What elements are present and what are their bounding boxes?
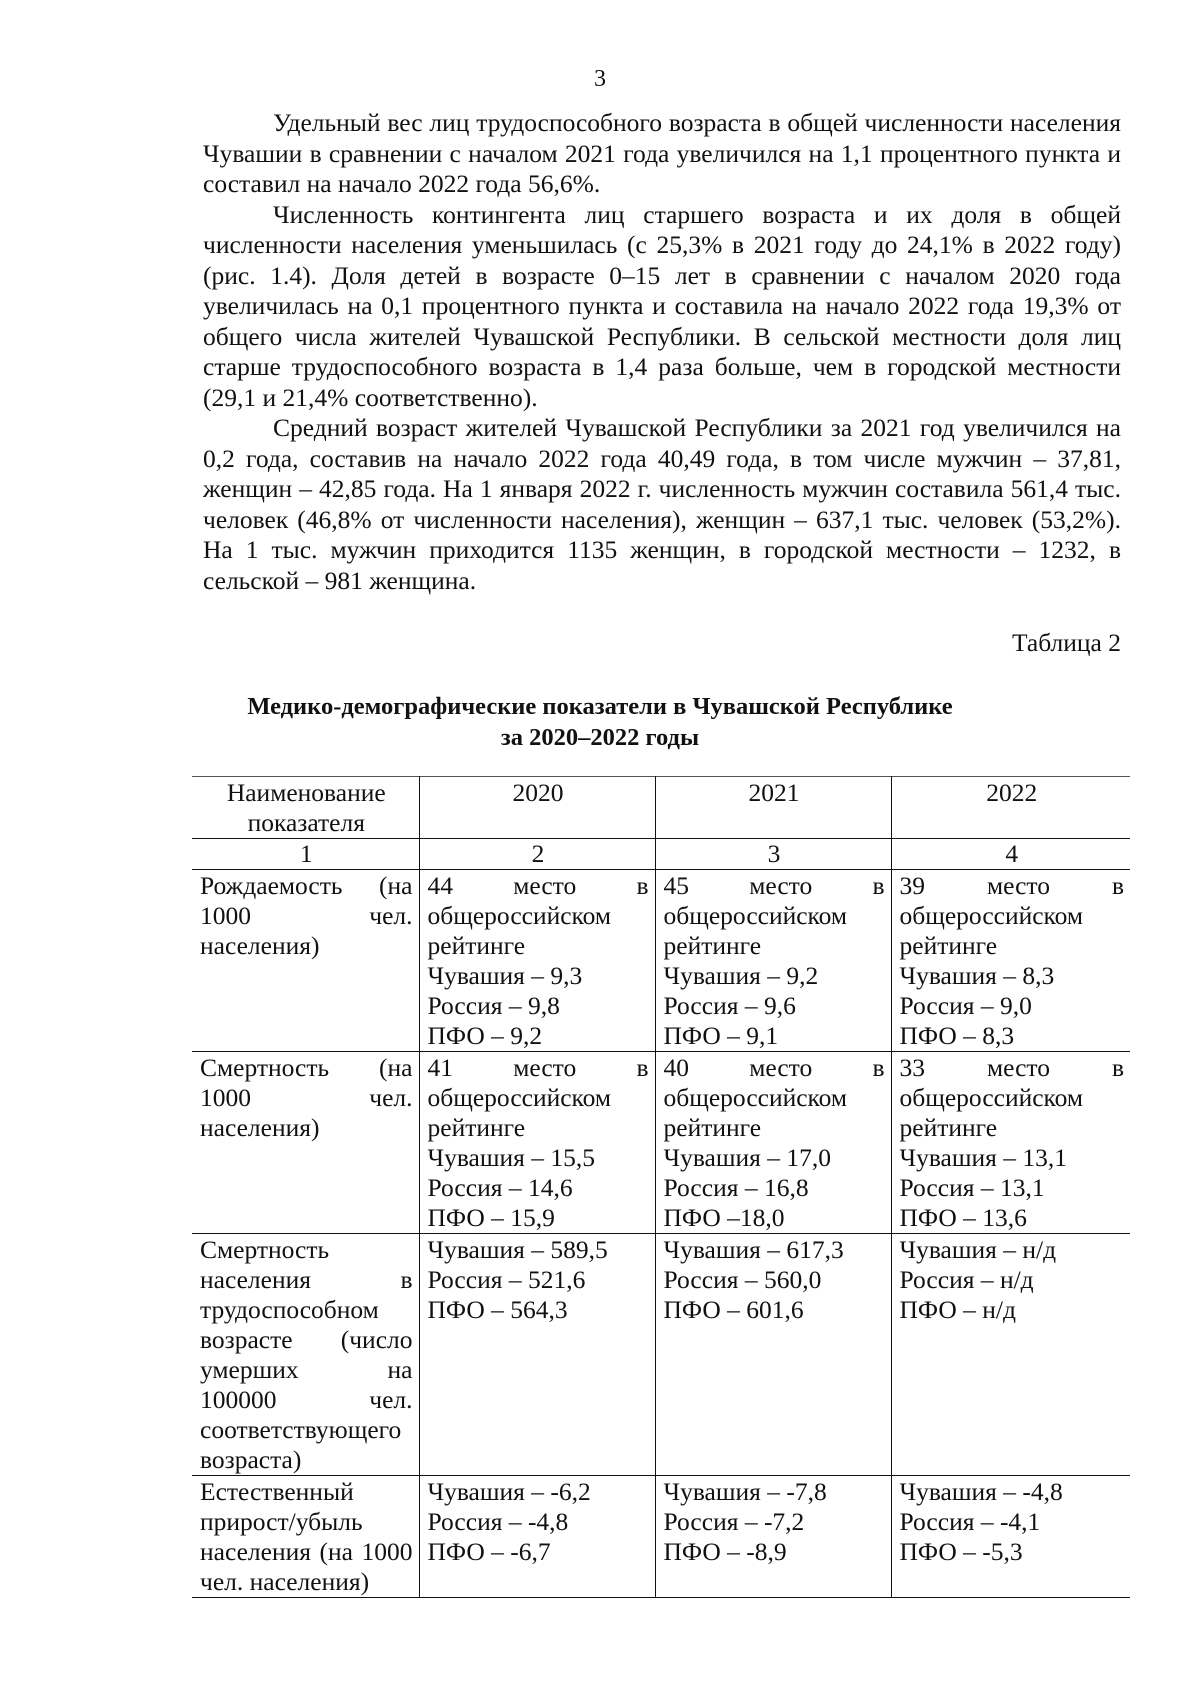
table-label: Таблица 2	[1011, 628, 1121, 657]
page-number: 3	[594, 66, 606, 92]
value-line: Чувашия – 589,5	[427, 1235, 608, 1264]
value-line: ПФО – 15,9	[427, 1203, 555, 1232]
table-row	[192, 1052, 1130, 1234]
table-title	[0, 691, 1200, 753]
value-line: ПФО – н/д	[899, 1295, 1016, 1324]
table-cell	[655, 1476, 891, 1598]
table-cell	[419, 1234, 655, 1476]
value-line: Чувашия – 9,3	[427, 961, 583, 990]
value-line: Чувашия – -6,2	[427, 1477, 591, 1506]
value-line: ПФО – 8,3	[899, 1021, 1015, 1050]
table-title-line: за 2020–2022 годы	[500, 724, 700, 751]
table-cell	[419, 870, 655, 1052]
value-line: Чувашия – 617,3	[663, 1235, 844, 1264]
table-cell	[891, 1052, 1130, 1234]
rank-text: 33 место в общероссийском рейтинге	[899, 1053, 1124, 1142]
column-number: 4	[891, 839, 1130, 870]
table-row	[192, 1476, 1130, 1598]
paragraph: Удельный вес лиц трудоспособного возраста в общей численности населения Чувашии в сравнении с началом 2021 года увеличился на 1,1 процентного пункта и составил на начало 2022 года 56,6%.	[203, 108, 1121, 198]
value-line: Россия – 9,8	[427, 991, 560, 1020]
value-line: Россия – н/д	[899, 1265, 1034, 1294]
value-line: Чувашия – -4,8	[899, 1477, 1063, 1506]
header-cell: 2022	[891, 777, 1130, 839]
table-cell	[419, 1052, 655, 1234]
value-line: ПФО –18,0	[663, 1203, 785, 1232]
header-cell: Наименование показателя	[192, 777, 419, 839]
paragraph: Численность контингента лиц старшего возраста и их доля в общей численности населения уменьшилась (с 25,3% в 2021 году до 24,1% в 2022 году) (рис. 1.4). Доля детей в возрасте 0–15 лет в сравнении с началом 2020 года увеличилась на 0,1 процентного пункта и составила на начало 2022 года 19,3% от общего числа жителей Чувашской Республики. В сельской местности доля лиц старше трудоспособного возраста в 1,4 раза больше, чем в городской местности (29,1 и 21,4% соответственно).	[203, 199, 1121, 412]
table-title-line: Медико-демографические показатели в Чувашской Республике	[247, 693, 953, 720]
value-line: ПФО – 564,3	[427, 1295, 568, 1324]
value-line: Россия – 9,6	[663, 991, 796, 1020]
value-line: ПФО – 601,6	[663, 1295, 804, 1324]
table-cell	[419, 1476, 655, 1598]
paragraph: Средний возраст жителей Чувашской Республики за 2021 год увеличился на 0,2 года, составив на начало 2022 года 40,49 года, в том числе мужчин – 37,81, женщин – 42,85 года. На 1 января 2022 г. численность мужчин составила 561,4 тыс. человек (46,8% от численности населения), женщин – 637,1 тыс. человек (53,2%). На 1 тыс. мужчин приходится 1135 женщин, в городской местности – 1232, в сельской – 981 женщина.	[203, 413, 1121, 595]
value-line: Чувашия – 9,2	[663, 961, 819, 990]
value-line: ПФО – -5,3	[899, 1537, 1023, 1566]
rank-text: 39 место в общероссийском рейтинге	[899, 871, 1124, 960]
table-cell	[655, 870, 891, 1052]
indicator-name: Смертность населения в трудоспособном возрасте (число умерших на 100000 чел. соответствующего возраста)	[192, 1234, 419, 1476]
body-text	[203, 108, 1121, 596]
value-line: Россия – 14,6	[427, 1173, 573, 1202]
rank-text: 40 место в общероссийском рейтинге	[663, 1053, 885, 1142]
column-number-row	[192, 839, 1130, 870]
value-line: Чувашия – н/д	[899, 1235, 1057, 1264]
indicator-name: Рождаемость (на 1000 чел. населения)	[192, 870, 419, 1052]
table-row	[192, 1234, 1130, 1476]
table-header-row	[192, 777, 1130, 839]
value-line: ПФО – -6,7	[427, 1537, 551, 1566]
indicator-name: Естественный прирост/убыль населения (на 1000 чел. населения)	[192, 1476, 419, 1598]
column-number: 3	[655, 839, 891, 870]
value-line: Россия – 16,8	[663, 1173, 809, 1202]
value-line: ПФО – 13,6	[899, 1203, 1027, 1232]
table-row	[192, 870, 1130, 1052]
value-line: Россия – -4,1	[899, 1507, 1041, 1536]
rank-text: 41 место в общероссийском рейтинге	[427, 1053, 649, 1142]
rank-text: 44 место в общероссийском рейтинге	[427, 871, 649, 960]
value-line: ПФО – 9,2	[427, 1021, 543, 1050]
value-line: Россия – -7,2	[663, 1507, 805, 1536]
column-number: 1	[192, 839, 419, 870]
column-number: 2	[419, 839, 655, 870]
value-line: Россия – 9,0	[899, 991, 1032, 1020]
value-line: ПФО – 9,1	[663, 1021, 779, 1050]
value-line: Чувашия – 17,0	[663, 1143, 831, 1172]
value-line: Россия – 13,1	[899, 1173, 1045, 1202]
indicator-name: Смертность (на 1000 чел. населения)	[192, 1052, 419, 1234]
table-cell	[655, 1052, 891, 1234]
value-line: Россия – 560,0	[663, 1265, 822, 1294]
header-cell: 2021	[655, 777, 891, 839]
medical-demographic-table	[192, 776, 1130, 1598]
value-line: ПФО – -8,9	[663, 1537, 787, 1566]
header-cell: 2020	[419, 777, 655, 839]
rank-text: 45 место в общероссийском рейтинге	[663, 871, 885, 960]
value-line: Чувашия – 13,1	[899, 1143, 1067, 1172]
table-cell	[655, 1234, 891, 1476]
value-line: Россия – -4,8	[427, 1507, 569, 1536]
table-cell	[891, 1476, 1130, 1598]
value-line: Чувашия – -7,8	[663, 1477, 827, 1506]
table-cell	[891, 870, 1130, 1052]
value-line: Чувашия – 15,5	[427, 1143, 595, 1172]
value-line: Чувашия – 8,3	[899, 961, 1055, 990]
value-line: Россия – 521,6	[427, 1265, 586, 1294]
table-cell	[891, 1234, 1130, 1476]
